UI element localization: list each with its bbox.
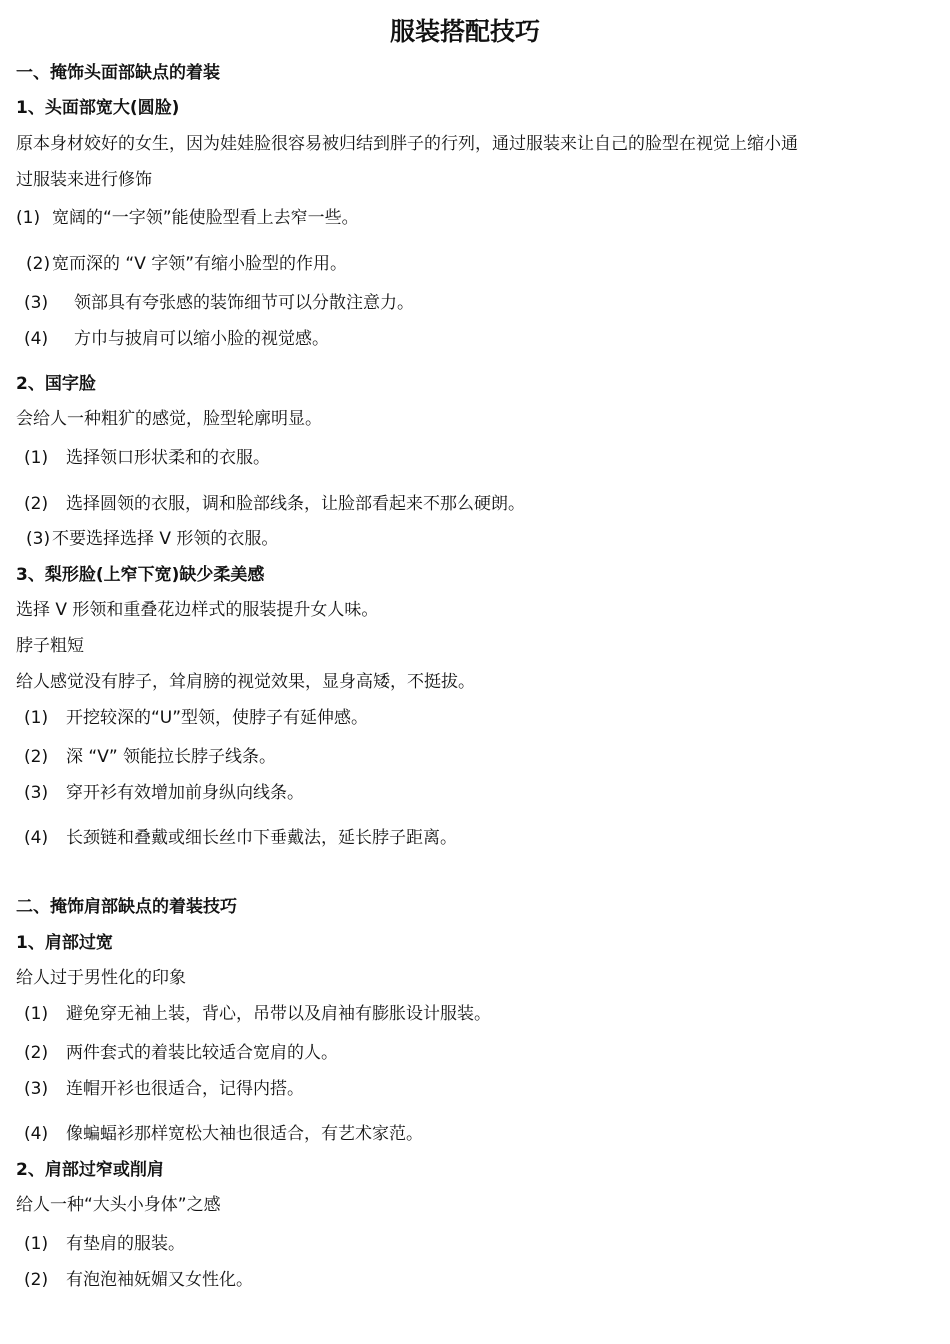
list-item-number: (1)	[24, 1004, 49, 1024]
list-item-text: 领部具有夸张感的装饰细节可以分散注意力。	[74, 293, 414, 313]
list-item-text: 有泡泡袖妩媚又女性化。	[66, 1270, 253, 1290]
list-item-text: 选择领口形状柔和的衣服。	[66, 448, 270, 468]
list-item	[26, 252, 347, 276]
list-item	[24, 1077, 304, 1101]
list-item-text: 不要选择选择 V 形领的衣服。	[52, 529, 279, 549]
paragraph: 给人过于男性化的印象	[16, 968, 186, 988]
list-item-number: (3)	[24, 783, 49, 803]
list-item-text: 宽阔的“一字领”能使脸型看上去窄一些。	[52, 208, 359, 228]
list-item-text: 长颈链和叠戴或细长丝巾下垂戴法，延长脖子距离。	[66, 828, 457, 848]
list-item-number: (1)	[24, 1234, 49, 1254]
subsection-heading: 1、肩部过宽	[16, 933, 113, 953]
list-item	[16, 206, 359, 230]
paragraph: 脖子粗短	[16, 636, 84, 656]
section-heading: 一、掩饰头面部缺点的着装	[16, 63, 220, 83]
list-item	[24, 446, 270, 470]
subsection-heading: 2、国字脸	[16, 374, 96, 394]
list-item	[24, 1122, 423, 1146]
list-item-text: 像蝙蝠衫那样宽松大袖也很适合，有艺术家范。	[66, 1124, 423, 1144]
list-item-number: (2)	[24, 1043, 49, 1063]
list-item-number: (2)	[26, 254, 51, 274]
list-item-text: 避免穿无袖上装，背心，吊带以及肩袖有膨胀设计服装。	[66, 1004, 491, 1024]
list-item	[24, 1041, 338, 1065]
list-item-number: (2)	[24, 747, 49, 767]
list-item-text: 选择圆领的衣服，调和脸部线条，让脸部看起来不那么硬朗。	[66, 494, 525, 514]
list-item	[24, 706, 368, 730]
list-item	[24, 1002, 491, 1026]
paragraph: 给人感觉没有脖子，耸肩膀的视觉效果，显身高矮，不挺拔。	[16, 672, 475, 692]
list-item-text: 深 “V” 领能拉长脖子线条。	[66, 747, 277, 767]
list-item-text: 两件套式的着装比较适合宽肩的人。	[66, 1043, 338, 1063]
paragraph: 过服装来进行修饰	[16, 170, 152, 190]
list-item-number: (1)	[24, 708, 49, 728]
list-item-text: 有垫肩的服装。	[66, 1234, 185, 1254]
list-item-text: 开挖较深的“U”型领，使脖子有延伸感。	[66, 708, 369, 728]
list-item-number: (4)	[24, 828, 49, 848]
list-item-number: (1)	[16, 208, 41, 228]
list-item	[24, 327, 329, 351]
list-item	[24, 745, 276, 769]
list-item	[24, 291, 414, 315]
list-item-number: (4)	[24, 1124, 49, 1144]
list-item	[26, 527, 278, 551]
list-item	[24, 1232, 185, 1256]
list-item-text: 连帽开衫也很适合，记得内搭。	[66, 1079, 304, 1099]
paragraph: 原本身材姣好的女生，因为娃娃脸很容易被归结到胖子的行列，通过服装来让自己的脸型在视觉上缩小通	[16, 134, 798, 154]
list-item	[24, 1268, 253, 1292]
subsection-heading: 1、头面部宽大(圆脸)	[16, 98, 180, 118]
paragraph: 给人一种“大头小身体”之感	[16, 1195, 221, 1215]
list-item-number: (3)	[26, 529, 51, 549]
page-title: 服装搭配技巧	[389, 17, 540, 46]
list-item-number: (2)	[24, 1270, 49, 1290]
subsection-heading: 3、梨形脸(上窄下宽)缺少柔美感	[16, 565, 265, 585]
list-item-number: (2)	[24, 494, 49, 514]
list-item-text: 穿开衫有效增加前身纵向线条。	[66, 783, 304, 803]
list-item	[24, 781, 304, 805]
list-item-number: (3)	[24, 293, 49, 313]
list-item-number: (1)	[24, 448, 49, 468]
list-item-text: 方巾与披肩可以缩小脸的视觉感。	[74, 329, 329, 349]
list-item-number: (4)	[24, 329, 49, 349]
list-item-number: (3)	[24, 1079, 49, 1099]
subsection-heading: 2、肩部过窄或削肩	[16, 1160, 164, 1180]
paragraph: 会给人一种粗犷的感觉，脸型轮廓明显。	[16, 409, 322, 429]
list-item-text: 宽而深的 “V 字领”有缩小脸型的作用。	[52, 254, 348, 274]
section-heading: 二、掩饰肩部缺点的着装技巧	[16, 897, 237, 917]
list-item	[24, 492, 525, 516]
paragraph: 选择 V 形领和重叠花边样式的服装提升女人味。	[16, 600, 379, 620]
list-item	[24, 826, 457, 850]
